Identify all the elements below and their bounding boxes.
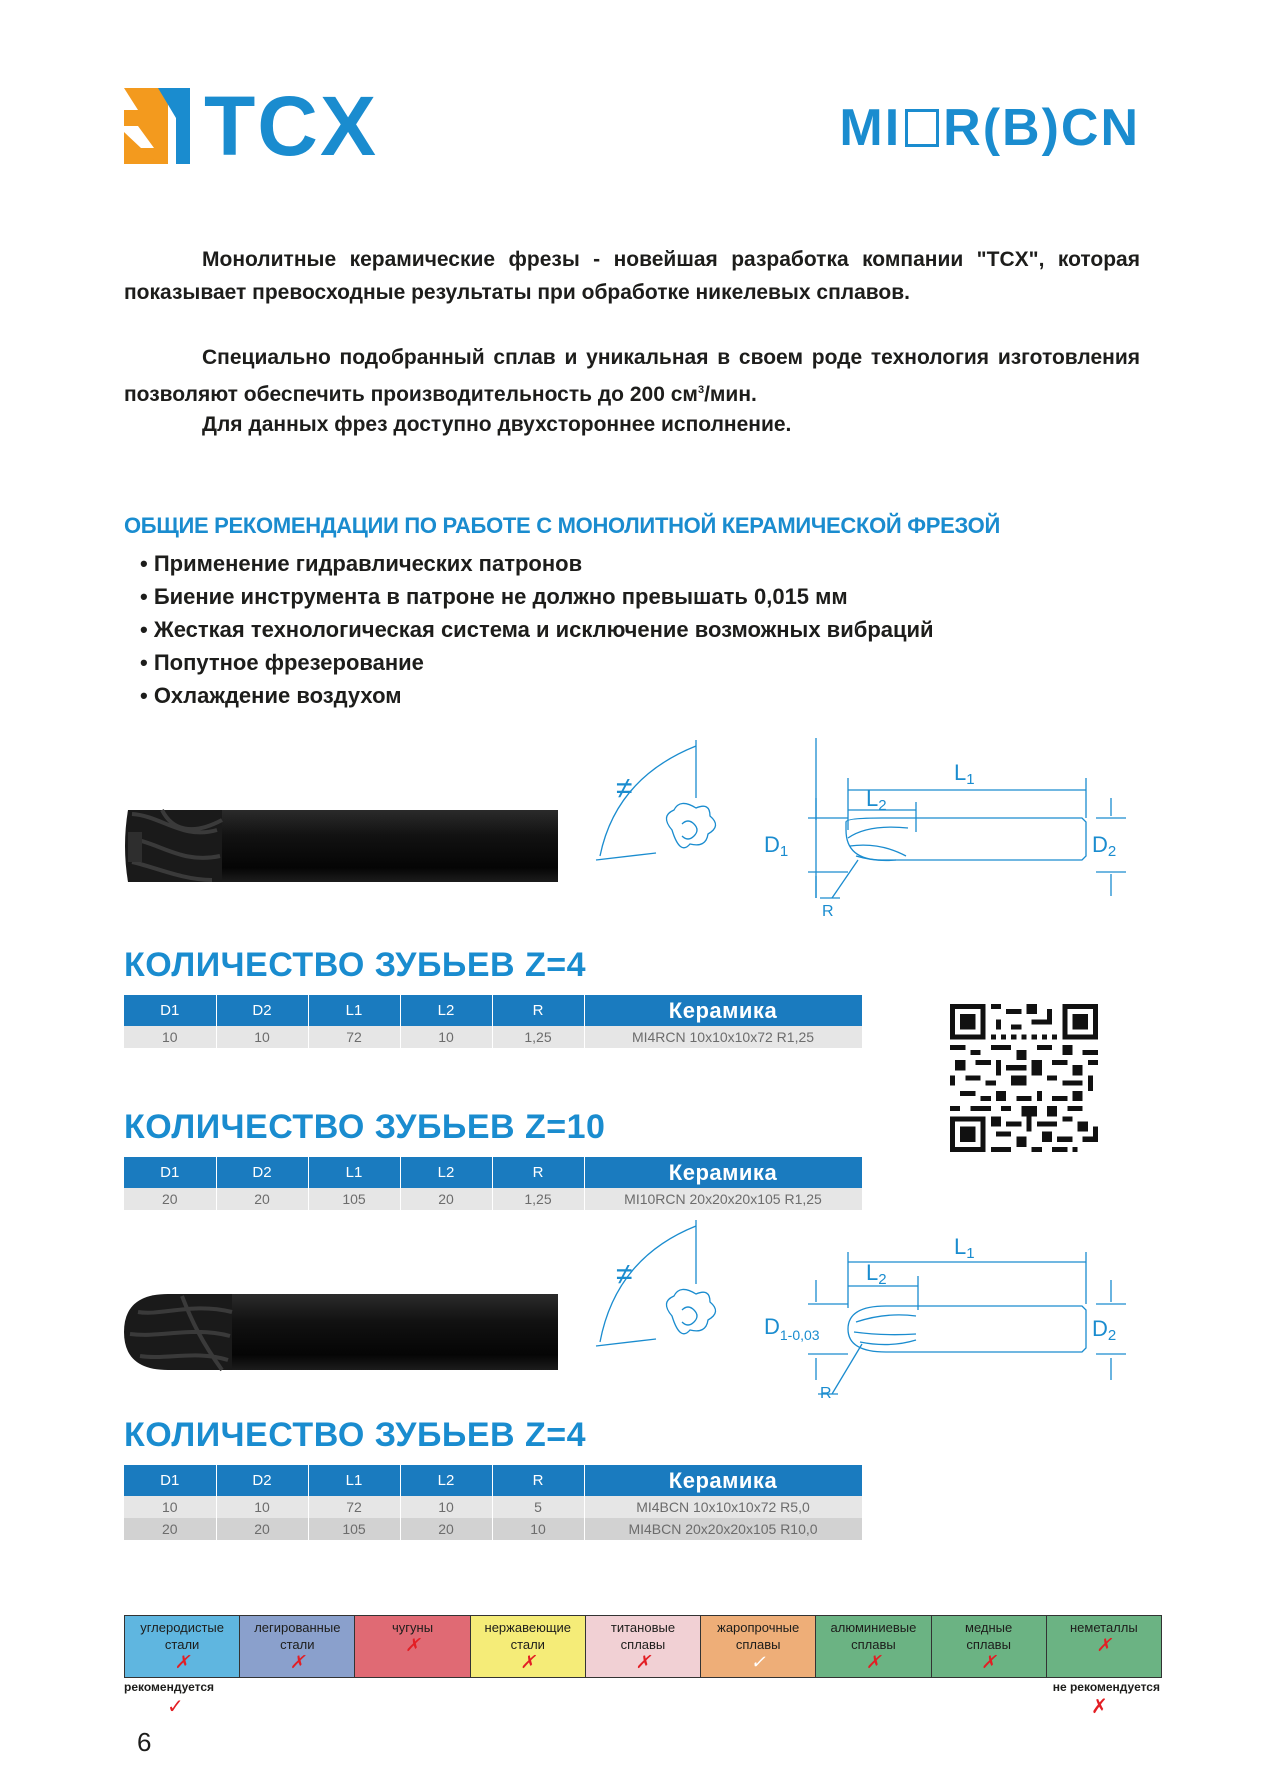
cell-l2: 20: [400, 1518, 492, 1540]
recommendation-item: • Биение инструмента в патроне не должно превышать 0,015 мм: [140, 584, 848, 609]
dim-d2-label: D2: [1092, 832, 1117, 860]
material-cell-nonmetals: неметаллы ✗: [1047, 1616, 1161, 1677]
cell-d2: 10: [216, 1026, 308, 1048]
angle-symbol: ≠: [616, 1258, 633, 1291]
not-recommended-mark: ✗: [405, 1635, 421, 1655]
cell-l1: 72: [308, 1026, 400, 1048]
dim-l2-label: L2: [866, 786, 887, 814]
ball-nose-end-mill-photo: [122, 1282, 562, 1382]
col-d1: D1: [124, 1157, 216, 1188]
material-cell-titanium: титановые сплавы ✗: [586, 1616, 701, 1677]
check-icon: ✓: [167, 1694, 184, 1718]
col-l2: L2: [400, 1465, 492, 1496]
cell-ceramic: MI10RCN 20x20x20x105 R1,25: [584, 1188, 862, 1210]
material-cell-heat-resistant: жаропрочные сплавы ✓: [701, 1616, 816, 1677]
col-d1: D1: [124, 1465, 216, 1496]
cell-ceramic: MI4BCN 10x10x10x72 R5,0: [584, 1496, 862, 1518]
recommendation-item: • Применение гидравлических патронов: [140, 551, 583, 576]
not-recommended-mark: ✗: [635, 1652, 651, 1672]
recommendations-list: [140, 547, 934, 712]
col-l1: L1: [308, 995, 400, 1026]
ball-nose-end-mill-drawing: [586, 1218, 1146, 1398]
spec-table-z4-radius: [124, 995, 863, 1048]
cell-l1: 105: [308, 1518, 400, 1540]
material-applicability-table: [124, 1615, 1162, 1678]
material-cell-alloy-steel: легированные стали ✗: [240, 1616, 355, 1677]
dim-r-label: R: [822, 903, 834, 918]
recommendations-heading: ОБЩИЕ РЕКОМЕНДАЦИИ ПО РАБОТЕ С МОНОЛИТНОЙ КЕРАМИЧЕСКОЙ ФРЕЗОЙ: [124, 513, 1000, 538]
recommendation-item: • Охлаждение воздухом: [140, 683, 402, 708]
radius-end-mill-drawing: [586, 738, 1146, 918]
cell-l2: 20: [400, 1188, 492, 1210]
recommended-mark: ✓: [750, 1652, 766, 1672]
cell-r: 1,25: [492, 1188, 584, 1210]
cell-ceramic: MI4BCN 20x20x20x105 R10,0: [584, 1518, 862, 1540]
not-recommended-mark: ✗: [1096, 1635, 1112, 1655]
series-code-title: [839, 98, 1140, 158]
recommendation-item: • Жесткая технологическая система и исключение возможных вибраций: [140, 617, 934, 642]
not-recommended-mark: ✗: [289, 1652, 305, 1672]
material-cell-stainless-steel: нержавеющие стали ✗: [471, 1616, 586, 1677]
cell-l1: 72: [308, 1496, 400, 1518]
intro-paragraph-2: Специально подобранный сплав и уникальная в своем роде технология изготовления позволяют обеспечить производительность до 200 $см^3$/мин.: [124, 346, 1140, 406]
cell-d1: 10: [124, 1496, 216, 1518]
col-r: R: [492, 1465, 584, 1496]
col-r: R: [492, 995, 584, 1026]
col-l2: L2: [400, 1157, 492, 1188]
col-l1: L1: [308, 1465, 400, 1496]
table-row: [124, 1026, 862, 1048]
dim-d1-label: $D_{1-0,03}$: [764, 1314, 820, 1343]
col-r: R: [492, 1157, 584, 1188]
cell-d2: 20: [216, 1518, 308, 1540]
legend-recommended-label: рекомендуется: [124, 1680, 215, 1694]
intro-paragraph-3: Для данных фрез доступно двухстороннее исполнение.: [202, 413, 792, 436]
cell-r: 10: [492, 1518, 584, 1540]
section-title-z4-ball: КОЛИЧЕСТВО ЗУБЬЕВ Z=4: [124, 1416, 587, 1454]
material-cell-cast-iron: чугуны ✗: [355, 1616, 470, 1677]
col-ceramic: Керамика: [584, 1465, 862, 1496]
cell-ceramic: MI4RCN 10x10x10x72 R1,25: [584, 1026, 862, 1048]
recommendation-item: • Попутное фрезерование: [140, 650, 424, 675]
series-code-left: MI: [839, 99, 902, 157]
cell-d1: 10: [124, 1026, 216, 1048]
col-d2: D2: [216, 995, 308, 1026]
cell-r: 5: [492, 1496, 584, 1518]
cell-d1: 20: [124, 1188, 216, 1210]
cell-d2: 10: [216, 1496, 308, 1518]
dim-d2-label: D2: [1092, 1316, 1117, 1344]
cell-l2: 10: [400, 1026, 492, 1048]
col-l1: L1: [308, 1157, 400, 1188]
section-title-z4-radius: КОЛИЧЕСТВО ЗУБЬЕВ Z=4: [124, 946, 587, 984]
cell-r: 1,25: [492, 1026, 584, 1048]
col-d1: D1: [124, 995, 216, 1026]
not-recommended-mark: ✗: [520, 1652, 536, 1672]
dim-l2-label: L2: [866, 1260, 887, 1288]
angle-symbol: ≠: [616, 772, 633, 805]
material-cell-carbon-steel: углеродистые стали ✗: [125, 1616, 240, 1677]
not-recommended-mark: ✗: [865, 1652, 881, 1672]
logo-wordmark: TCX: [204, 79, 378, 173]
col-ceramic: Керамика: [584, 1157, 862, 1188]
dim-r-label: R: [820, 1385, 832, 1398]
not-recommended-mark: ✗: [981, 1652, 997, 1672]
cross-icon: ✗: [1091, 1694, 1108, 1718]
section-title-z10-radius: КОЛИЧЕСТВО ЗУБЬЕВ Z=10: [124, 1108, 606, 1146]
cell-l2: 10: [400, 1496, 492, 1518]
table-row: [124, 1496, 862, 1518]
col-ceramic: Керамика: [584, 995, 862, 1026]
legend-not-recommended-label: не рекомендуется: [1052, 1680, 1160, 1694]
cell-d1: 20: [124, 1518, 216, 1540]
spec-table-z10-radius: [124, 1157, 863, 1210]
page-number: 6: [137, 1727, 152, 1757]
cell-l1: 105: [308, 1188, 400, 1210]
col-l2: L2: [400, 995, 492, 1026]
table-row: [124, 1188, 862, 1210]
radius-end-mill-photo: [122, 800, 562, 890]
cell-d2: 20: [216, 1188, 308, 1210]
material-cell-aluminium: алюминиевые сплавы ✗: [816, 1616, 931, 1677]
col-d2: D2: [216, 1157, 308, 1188]
dim-l1-label: L1: [954, 760, 975, 788]
dim-d1-label: D1: [764, 832, 789, 860]
table-row: [124, 1518, 862, 1540]
col-d2: D2: [216, 1465, 308, 1496]
series-code-right: R(B)CN: [943, 99, 1140, 157]
dim-l1-label: L1: [954, 1234, 975, 1262]
intro-paragraph-1: Монолитные керамические фрезы - новейшая разработка компании "TCX", которая показывает превосходные результаты при обработке никелевых сплавов.: [124, 248, 1140, 304]
not-recommended-mark: ✗: [174, 1652, 190, 1672]
series-code-placeholder-box: [905, 109, 939, 147]
material-cell-copper: медные сплавы ✗: [932, 1616, 1047, 1677]
spec-table-z4-ball: [124, 1465, 863, 1540]
qr-code-icon: [950, 1004, 1098, 1152]
